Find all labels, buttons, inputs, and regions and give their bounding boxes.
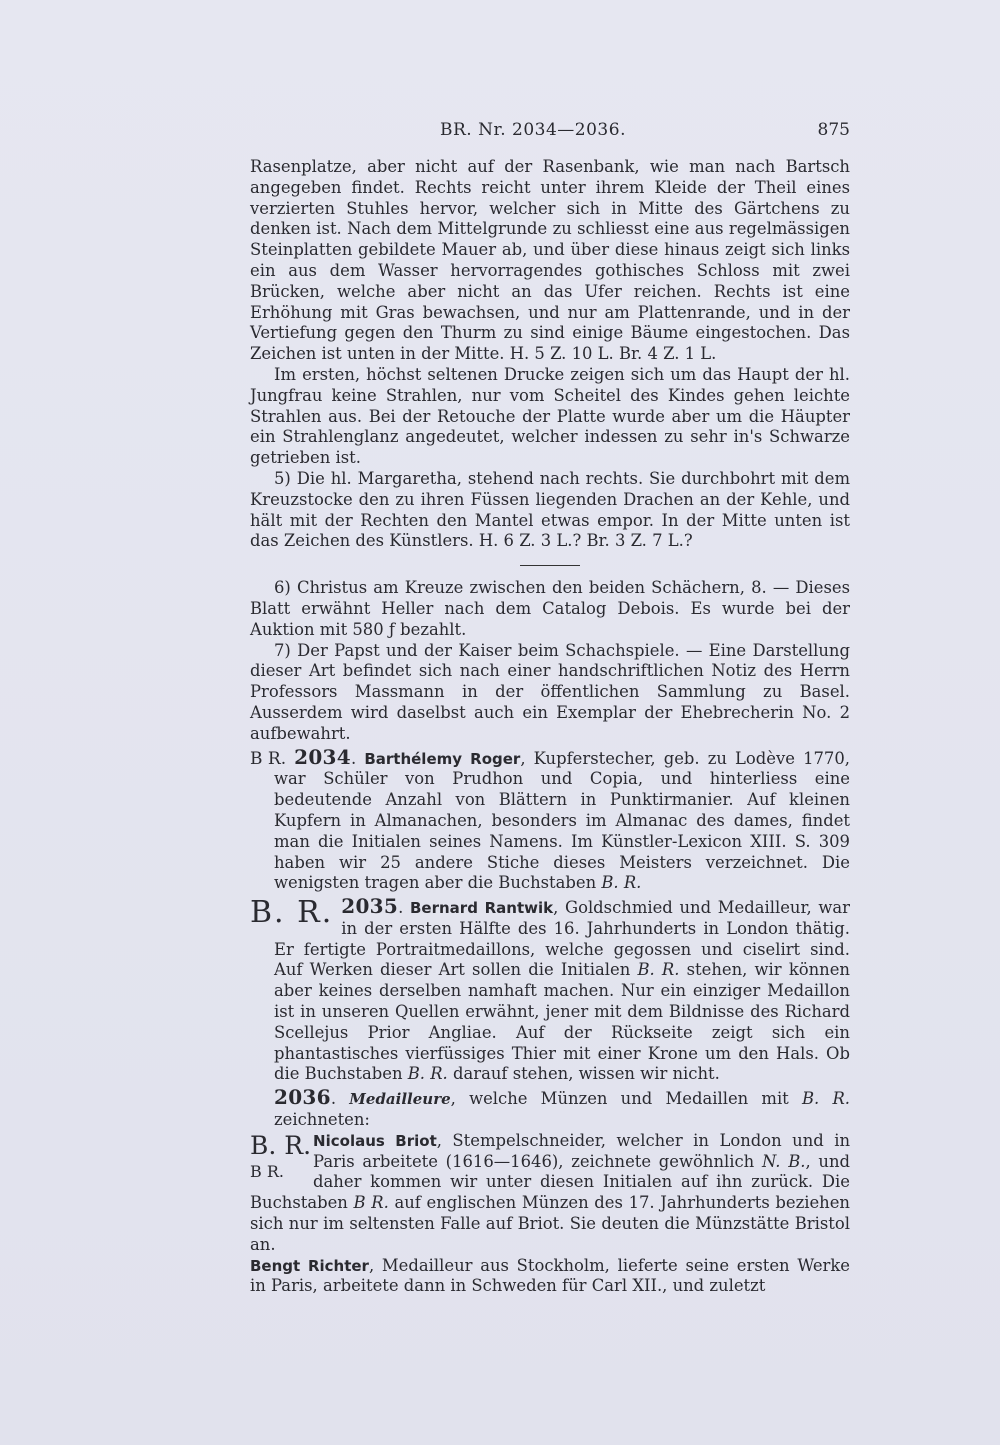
monogram-b: B R. [250, 1161, 284, 1181]
entry-initials-2: B. R. [407, 1064, 448, 1084]
monogram-a: B. R. [250, 1130, 312, 1160]
paragraph-item-7: 7) Der Papst und der Kaiser beim Schachspiele. — Eine Darstellung dieser Art befindet sich nach einer handschriftlichen Notiz des Herrn Professors Massmann in der öffentlichen Sammlung zu Basel. Ausserdem wird daselbst auch ein Exemplar der Ehebrecherin No. 2 aufbewahrt. [250, 640, 850, 743]
sub-initials-2: B R. [353, 1193, 389, 1213]
entry-initials: B. R. [637, 960, 680, 980]
second-artist-name: Bengt Richter [250, 1256, 369, 1275]
sub-initials: N. B. [761, 1151, 806, 1171]
entry-briot-text [250, 1131, 850, 1256]
entry-body-end: darauf stehen, wissen wir nicht. [452, 1064, 720, 1084]
paragraph-continuation: Rasenplatze, aber nicht auf der Rasenbank, wie man nach Bartsch angegeben findet. Rechts reicht unter ihrem Kleide der Theil eines verzierten Stuhles hervor, welcher sich in Mitte des Gärtchens zu denken ist. Nach dem Mittelgrunde zu schliesst eine aus regelmässigen Steinplatten gebildete Mauer ab, und über diese hinaus zeigt sich links ein aus dem Wasser hervorragendes gothisches Schloss mit zwei Brücken, welche aber nicht an das Ufer reichen. Rechts ist eine Erhöhung mit Gras bewachsen, und nur am Plattenrande, und in der Vertiefung gegen den Thurm zu sind einige Bäume eingestochen. Das Zeichen ist unten in der Mitte. H. 5 Z. 10 L. Br. 4 Z. 1 L. [250, 157, 850, 364]
entry-number: 2036 [274, 1085, 331, 1110]
sub-artist-name: Nicolaus Briot [313, 1131, 437, 1150]
paragraph-item-6: 6) Christus am Kreuze zwischen den beiden Schächern, 8. — Dieses Blatt erwähnt Heller nach dem Catalog Debois. Es wurde bei der Auktion mit 580 ƒ bezahlt. [250, 578, 850, 639]
paragraph-item-5: 5) Die hl. Margaretha, stehend nach rechts. Sie durchbohrt mit dem Kreuzstocke den zu ihren Füssen liegenden Drachen an der Kehle, und hält mit der Rechten den Mantel etwas empor. In der Mitte unten ist das Zeichen des Künstlers. H. 6 Z. 3 L.? Br. 3 Z. 7 L.? [250, 468, 850, 551]
entry-2035 [250, 896, 850, 1085]
entry-lead-initials: B. R. [801, 1089, 850, 1109]
entry-artist-name: Bernard Rantwik [410, 899, 554, 918]
entry-lead-term: Medailleure [349, 1090, 451, 1109]
entry-2034-text: B R. 2034. Barthélemy Roger, Kupferstecher, geb. zu Lodève 1770, war Schüler von Prudhon und Copia, und hinterliess eine bedeutende Anzahl von Blättern in Punktirmanier. Auf kleinen Kupfern in Almanachen, besonders im Almanac des dames, findet man die Initialen seines Namens. Im Künstler-Lexicon XIII. S. 309 haben wir 25 andere Stiche dieses Meisters verzeichnet. Die wenigsten tragen aber die Buchstaben B. R. [250, 744, 850, 893]
entry-2036-briot [250, 1131, 850, 1256]
entry-2035-text: B. R. 2035. Bernard Rantwik, Goldschmied und Medailleur, war in der ersten Hälfte des 16. Jahrhunderts in London thätig. Er fertigte Portraitmedaillons, welche gegossen und ciselirt sind. Auf Werken dieser Art sollen die Initialen B. R. stehen, wir können aber keines derselben namhaft machen. Nur ein einziger Medaillon ist in unseren Quellen erwähnt, jener mit dem Bildnisse des Richard Scellejus Prior Angliae. Auf der Rückseite zeigt sich ein phantastisches vierfüssiges Thier mit einer Krone um den Hals. Ob die Buchstaben B. R. darauf stehen, wissen wir nicht. [250, 894, 850, 1084]
entry-lead-tail: zeichneten: [274, 1110, 370, 1130]
section-divider [520, 565, 580, 566]
entry-number: 2034 [294, 744, 351, 769]
entry-2036-lead: 2036. Medailleure, welche Münzen und Medaillen mit B. R. zeichneten: [274, 1085, 850, 1130]
entry-body: , Kupferstecher, geb. zu Lodève 1770, war Schüler von Prudhon und Copia, und hinterliess eine bedeutende Anzahl von Blättern in Punktirmanier. Auf kleinen Kupfern in Almanachen, besonders im Almanac des dames, findet man die Initialen seines Namens. Im Künstler-Lexicon XIII. S. 309 haben wir 25 andere Stiche dieses Meisters verzeichnet. Die wenigsten tragen aber die Buchstaben [274, 748, 850, 893]
entry-number: 2035 [341, 894, 399, 919]
entry-monogram: B R. [250, 748, 287, 769]
page-number: 875 [817, 120, 850, 140]
running-header [250, 120, 850, 144]
entry-2034 [250, 744, 850, 895]
sub-text: , Stempelschneider, welcher in London und in Paris arbeitete (1616—1646), zeichnete gewöhnlich [313, 1130, 851, 1171]
entry-artist-name: Barthélemy Roger [364, 749, 521, 768]
paragraph-first-print: Im ersten, höchst seltenen Drucke zeigen sich um das Haupt der hl. Jungfrau keine Strahlen, nur vom Scheitel des Kindes gehen leichte Strahlen aus. Bei der Retouche der Platte wurde aber um die Häupter ein Strahlenglanz angedeutet, welcher indessen zu sehr in's Schwarze getrieben ist. [250, 364, 850, 468]
entry-monogram: B. R. [250, 895, 334, 931]
sub-text-b: , und daher kommen wir unter diesen Initialen auf ihn zurück. Die Buchstaben [250, 1151, 851, 1213]
second-text: , Medailleur aus Stockholm, lieferte seine ersten Werke in Paris, arbeitete dann in Schweden für Carl XII., und zuletzt [250, 1255, 850, 1296]
sub-text-c: auf englischen Münzen des 17. Jahrhunderts beziehen sich nur im seltensten Falle auf Briot. Sie deuten die Münzstätte Bristol an. [250, 1193, 850, 1254]
entry-lead-text: , welche Münzen und Medaillen mit [450, 1089, 789, 1109]
running-title: BR. Nr. 2034—2036. [440, 120, 626, 140]
entry-richter [250, 1256, 850, 1298]
entry-2036 [250, 1087, 850, 1131]
monogram-stack [250, 1131, 311, 1180]
entry-body: , Goldschmied und Medailleur, war in der ersten Hälfte des 16. Jahrhunderts in London thätig. Er fertigte Portraitmedaillons, welche gegossen und ciselirt sind. Auf Werken dieser Art sollen die Initialen [274, 898, 850, 980]
body-text [250, 157, 850, 1297]
entry-body-cont: stehen, wir können aber keines derselben namhaft machen. Nur ein einziger Medaillon ist in unseren Quellen erwähnt, jener mit dem Bildnisse des Richard Scellejus Prior Angliae. Auf der Rückseite zeigt sich ein phantastisches vierfüssiges Thier mit einer Krone um den Hals. Ob die Buchstaben [274, 960, 850, 1084]
entry-initials: B. R. [601, 873, 642, 893]
